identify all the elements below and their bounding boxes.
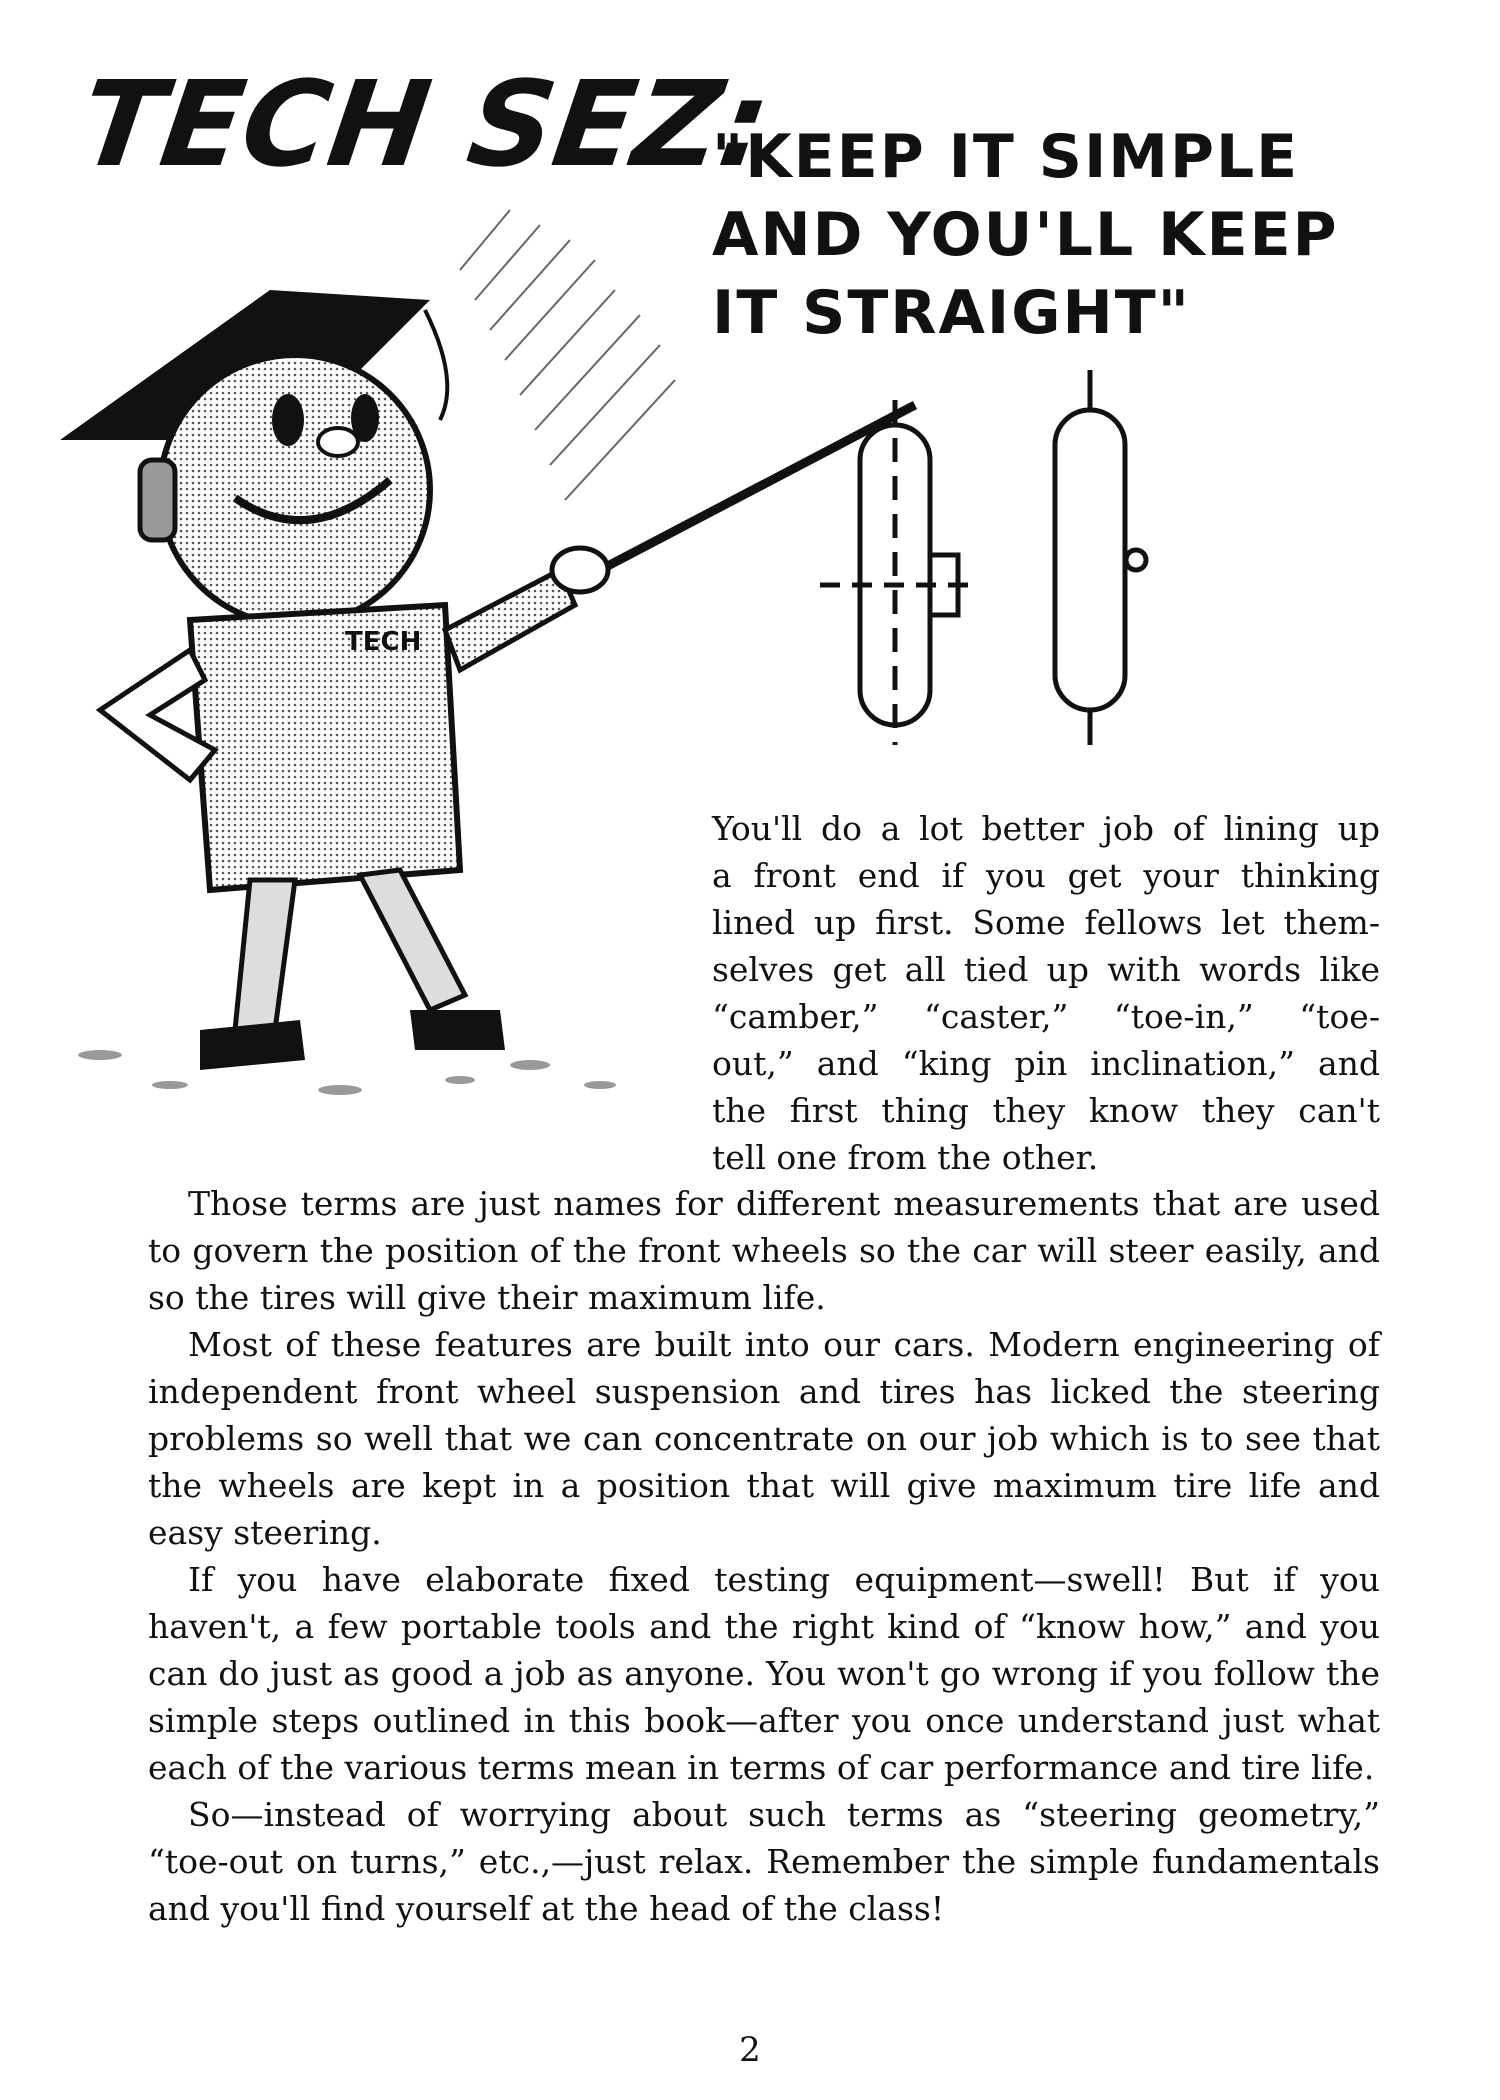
headline-line-1: "KEEP IT SIMPLE	[712, 122, 1300, 192]
page-number: 2	[739, 2030, 761, 2070]
paragraph: So—instead of worrying about such terms as “steering geometry,” “toe-out on turns,” etc.,—just relax. Remember the simple fundamentals and you'll find yourself at the head of the class!	[148, 1795, 1380, 1928]
tire-side-view	[1055, 410, 1125, 710]
headline-line-3: IT STRAIGHT"	[712, 278, 1191, 348]
intro-line: lined up first. Some fellows let them-	[712, 903, 1380, 942]
intro-line: “camber,” “caster,” “toe-in,” “toe-	[712, 997, 1380, 1036]
intro-line: a front end if you get your thinking	[712, 856, 1380, 895]
intro-line: You'll do a lot better job of lining up	[712, 809, 1380, 848]
body-text	[148, 1180, 1380, 1932]
paragraph: Most of these features are built into our cars. Modern engineering of independent front wheel suspension and tires has licked the steering problems so well that we can concentrate on our job which is to see that the wheels are kept in a position that will give maximum tire life and easy steering.	[148, 1325, 1380, 1552]
wheel-alignment-tires-icon	[800, 370, 1220, 750]
paragraph: If you have elaborate fixed testing equipment—swell! But if you haven't, a few portable tools and the right kind of “know how,” and you can do just as good a job as anyone. You won't go wrong if you follow the simple steps outlined in this book—after you once understand just what each of the various terms mean in terms of car performance and tire life.	[148, 1560, 1380, 1787]
headline-line-2: AND YOU'LL KEEP	[712, 200, 1339, 270]
intro-line: selves get all tied up with words like	[712, 950, 1380, 989]
intro-line: out,” and “king pin inclination,” and	[712, 1044, 1380, 1083]
robot-head	[160, 355, 430, 625]
intro-text	[712, 805, 1380, 1181]
motion-lines	[460, 210, 675, 500]
shirt-label: TECH	[345, 627, 422, 657]
paragraph: Those terms are just names for different measurements that are used to govern the position of the front wheels so the car will steer easily, and so the tires will give their maximum life.	[148, 1184, 1380, 1317]
intro-line: the first thing they know they can't	[712, 1091, 1380, 1130]
intro-line: tell one from the other.	[712, 1138, 1099, 1177]
logo-text: TECH SEZ:	[72, 55, 778, 193]
